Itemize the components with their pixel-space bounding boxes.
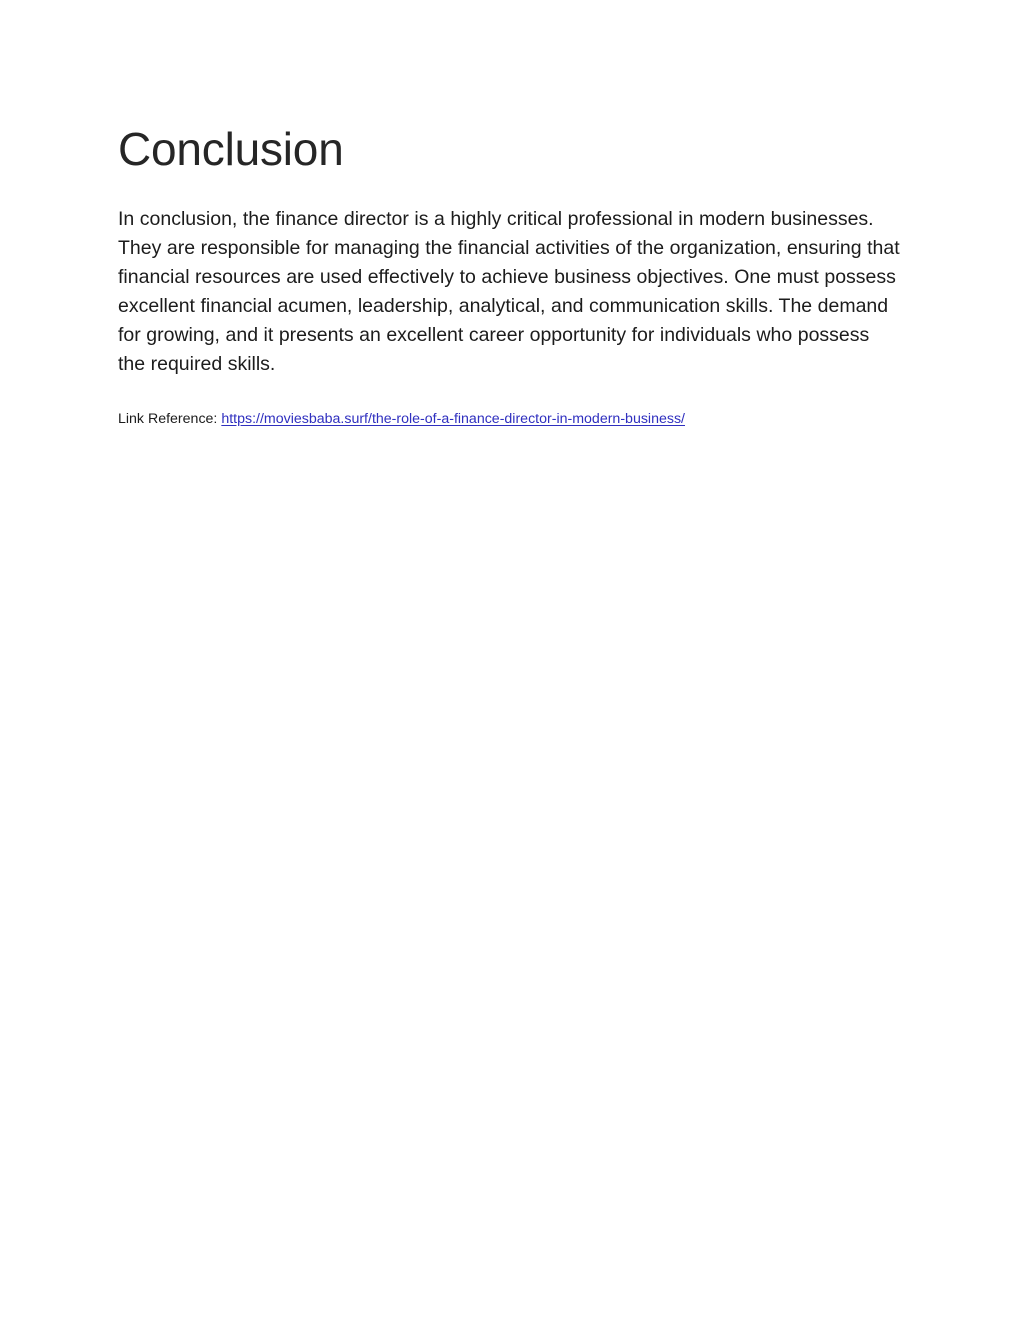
reference-link[interactable]: https://moviesbaba.surf/the-role-of-a-finance-director-in-modern-business/ [221,411,685,427]
link-reference-label: Link Reference: [118,411,218,427]
conclusion-paragraph: In conclusion, the finance director is a highly critical professional in modern businesses. They are responsible for managing the financial activities of the organization, ensuring that financial resources are used effectively to achieve business objectives. One must possess excellent financial acumen, leadership, analytical, and communication skills. The demand for growing, and it presents an excellent career opportunity for individuals who possess the required skills. [118,208,900,375]
page-title: Conclusion [118,123,344,175]
link-reference-line [118,409,900,429]
